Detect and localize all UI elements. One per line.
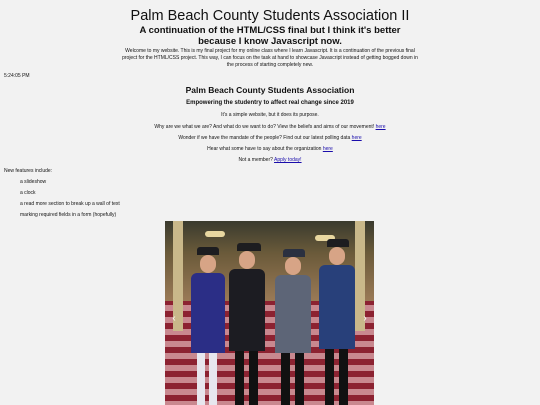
feature-item: a read more section to break up a wall of text (20, 201, 120, 207)
page-title: Palm Beach County Students Association II (130, 8, 410, 24)
tagline: Empowering the studentry to affect real change since 2019 (186, 100, 354, 106)
prev-slide-button[interactable]: ‹ (172, 313, 176, 324)
slide-photo (165, 221, 374, 405)
features-label: New features include: (4, 168, 53, 174)
next-slide-button[interactable]: › (363, 313, 367, 324)
beliefs-text: Why are we what we are? And what do we want to do? View the beliefs and aims of our movement! (154, 124, 375, 130)
intro-text: Welcome to my website. This is my final project for my online class where I learn Javascript. It is a continuation of the previous final project for the HTML/CSS project. This way, I can focus on the task at hand to showcase Javascript instead of getting bogged down in the process of starting completely new. (122, 48, 418, 68)
apply-text: Not a member? (238, 157, 273, 163)
section-heading: Palm Beach County Students Association (185, 85, 355, 95)
apply-line (0, 157, 540, 163)
feature-item: a clock (20, 190, 36, 196)
feature-item: marking required fields in a form (hopefully) (20, 212, 117, 218)
testimonials-line (0, 146, 540, 152)
intro-line: It's a simple website, but it does its purpose. (221, 112, 319, 118)
page-subtitle: A continuation of the HTML/CSS final but I think it's better because I know Javascript now. (139, 25, 401, 47)
clock: 5:24:05 PM (4, 73, 30, 79)
testimonials-link[interactable]: here (322, 146, 333, 152)
apply-link[interactable]: Apply today! (274, 157, 302, 163)
slideshow (165, 221, 374, 405)
polling-line (0, 135, 540, 141)
testimonials-text: Hear what some have to say about the organization (207, 146, 322, 152)
polling-text: Wonder if we have the mandate of the people? Find out our latest polling data (178, 135, 351, 141)
beliefs-line (0, 124, 540, 130)
feature-item: a slideshow (20, 179, 47, 185)
polling-link[interactable]: here (351, 135, 362, 141)
beliefs-link[interactable]: here (375, 124, 386, 130)
